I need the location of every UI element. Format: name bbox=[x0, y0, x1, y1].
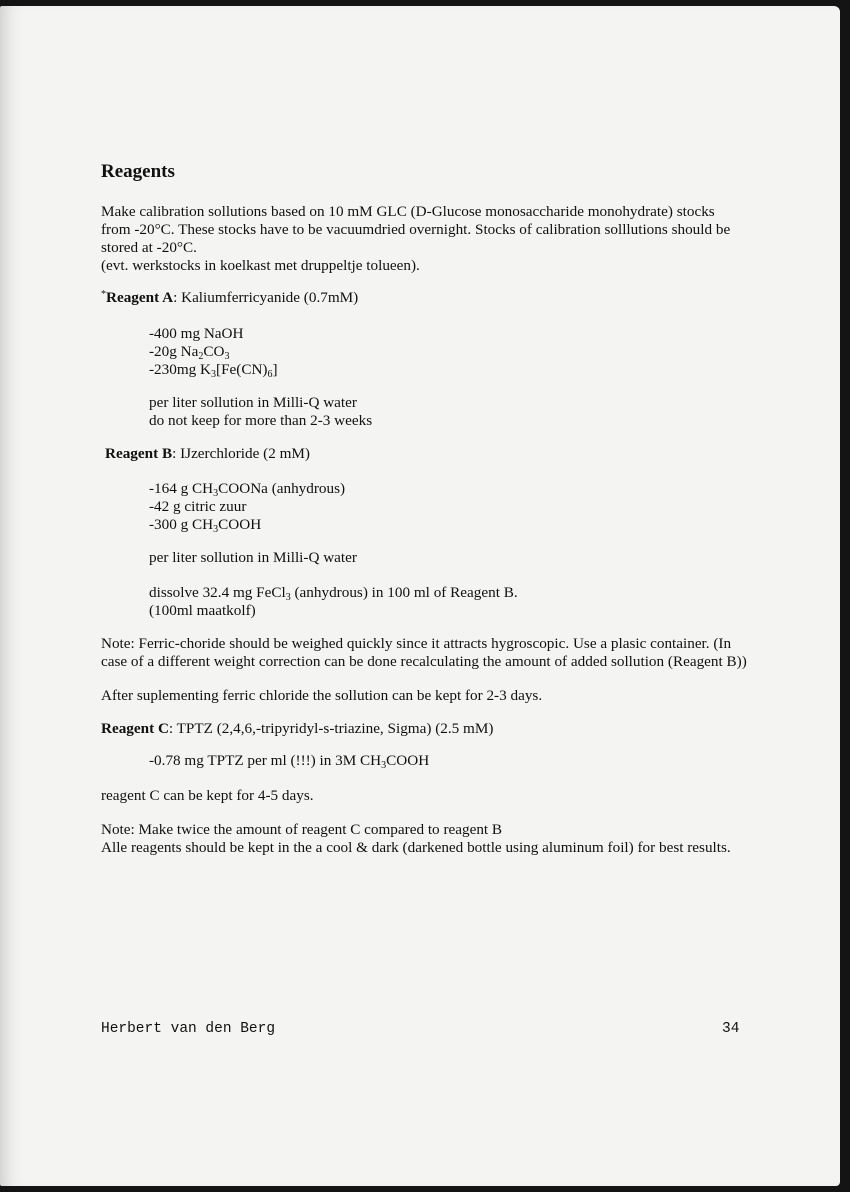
footer-author: Herbert van den Berg bbox=[101, 1021, 276, 1037]
intro-line-4: (evt. werkstocks in koelkast met druppeltje tolueen). bbox=[101, 257, 420, 274]
reagent-b-item-sodium-acetate: -164 g $CH_3COONa$ (anhydrous) bbox=[149, 480, 346, 499]
section-heading: Reagents bbox=[101, 161, 175, 182]
ferric-note-line-1: Note: Ferric-choride should be weighed quickly since it attracts hygroscopic. Use a plasic container. (In bbox=[101, 635, 732, 652]
footer-page-number: 34 bbox=[722, 1021, 740, 1037]
reagent-a-item-naoh: -400 mg NaOH bbox=[149, 325, 244, 342]
final-note-line-2: Alle reagents should be kept in the a cool & dark (darkened bottle using aluminum foil) for best results. bbox=[101, 839, 731, 856]
reagent-b-heading: Reagent B: IJzerchloride (2 mM) bbox=[105, 445, 310, 462]
reagent-b-note-1: per liter sollution in Milli-Q water bbox=[149, 549, 357, 566]
reagent-a-note-1: per liter sollution in Milli-Q water bbox=[149, 394, 357, 411]
reagent-a-note-2: do not keep for more than 2-3 weeks bbox=[149, 412, 373, 429]
reagent-a-item-ferricyanide: -230mg $K_3[Fe(CN)_6]$ bbox=[149, 361, 278, 380]
final-note-line-1: Note: Make twice the amount of reagent C compared to reagent B bbox=[101, 821, 503, 838]
reagent-c-item-tptz: -0.78 mg TPTZ per ml (!!!) in 3M $CH_3COOH$ bbox=[149, 752, 430, 771]
reagent-a-item-na2co3: -20g $Na_2CO_3$ bbox=[149, 343, 230, 362]
document-page bbox=[0, 6, 840, 1186]
reagent-b-item-acetic-acid: -300 g $CH_3COOH$ bbox=[149, 516, 262, 535]
reagent-b-dissolve: dissolve 32.4 mg FeCl$_3$ (anhydrous) in 100 ml of Reagent B. bbox=[149, 584, 518, 603]
intro-line-1: Make calibration sollutions based on 10 mM GLC (D-Glucose monosaccharide monohydrate) stocks bbox=[101, 203, 715, 220]
reagent-c-keep: reagent C can be kept for 4-5 days. bbox=[101, 787, 314, 804]
intro-line-3: stored at -20°C. bbox=[101, 239, 197, 256]
intro-line-2: from -20°C. These stocks have to be vacuumdried overnight. Stocks of calibration solllutions should be bbox=[101, 221, 731, 238]
ferric-note-line-2: case of a different weight correction can be done recalculating the amount of added sollution (Reagent B)) bbox=[101, 653, 747, 670]
after-supplement-text: After suplementing ferric chloride the sollution can be kept for 2-3 days. bbox=[101, 687, 543, 704]
reagent-b-item-citric: -42 g citric zuur bbox=[149, 498, 247, 515]
reagent-b-flask: (100ml maatkolf) bbox=[149, 602, 256, 619]
reagent-c-heading: Reagent C: TPTZ (2,4,6,-tripyridyl-s-triazine, Sigma) (2.5 mM) bbox=[101, 720, 494, 737]
reagent-a-heading: *Reagent A: Kaliumferricyanide (0.7mM) bbox=[101, 289, 359, 306]
